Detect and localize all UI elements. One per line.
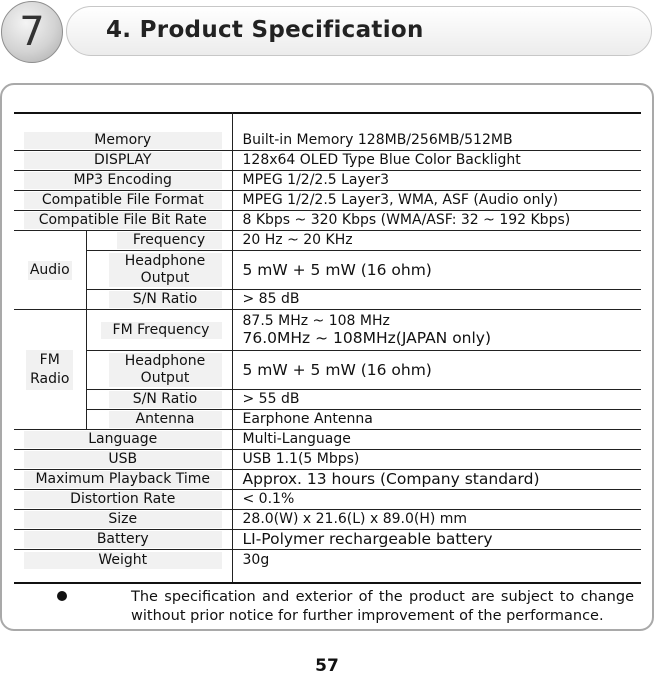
- spec-value: Multi-Language: [232, 430, 641, 450]
- spec-value: 8 Kbps ~ 320 Kbps (WMA/ASF: 32 ~ 192 Kbps): [232, 211, 641, 231]
- spec-label: Distortion Rate: [24, 491, 222, 508]
- spec-label: Weight: [24, 552, 222, 569]
- table-row: [14, 430, 641, 450]
- table-row: [14, 450, 641, 470]
- page-number: 57: [315, 656, 339, 676]
- spec-label: DISPLAY: [24, 152, 222, 169]
- spec-value: MPEG 1/2/2.5 Layer3: [232, 171, 641, 191]
- spec-value: 20 Hz ~ 20 KHz: [232, 231, 641, 251]
- spec-value: 76.0MHz ~ 108MHz(JAPAN only): [242, 328, 492, 347]
- spec-value: < 0.1%: [232, 490, 641, 510]
- table-row: [14, 171, 641, 191]
- footnote: The specification and exterior of the product are subject to change without prior notice for further improvement of the performance.: [131, 589, 634, 624]
- spec-label: Headphone: [124, 353, 206, 369]
- table-row: [14, 231, 641, 251]
- spec-value: USB 1.1(5 Mbps): [232, 450, 641, 470]
- table-row: [14, 530, 641, 550]
- page-title: 4. Product Specification: [106, 17, 424, 43]
- spec-value: 87.5 MHz ~ 108 MHz: [242, 312, 390, 329]
- spec-label: Output: [140, 270, 190, 286]
- chapter-number-badge: [1, 1, 63, 63]
- spec-value: LI-Polymer rechargeable battery: [232, 530, 641, 550]
- bullet-icon: [57, 591, 67, 601]
- table-row: [14, 470, 641, 490]
- spec-value: Earphone Antenna: [232, 410, 641, 430]
- spec-label: MP3 Encoding: [24, 172, 222, 189]
- spec-value: > 85 dB: [232, 290, 641, 310]
- table-row: [14, 151, 641, 171]
- table-bottom-rule: [14, 582, 641, 584]
- table-row: [14, 410, 641, 430]
- spec-label: Compatible File Format: [24, 192, 222, 209]
- spec-label: USB: [24, 451, 222, 468]
- spec-value: 28.0(W) x 21.6(L) x 89.0(H) mm: [232, 510, 641, 530]
- table-row: [14, 290, 641, 310]
- spec-label: Output: [140, 370, 190, 386]
- spec-label: Compatible File Bit Rate: [24, 212, 222, 229]
- group-label-radio: Radio: [30, 370, 70, 387]
- spec-label: FM Frequency: [101, 322, 222, 339]
- spec-label: Language: [24, 431, 222, 448]
- spec-label: Frequency: [117, 232, 222, 249]
- spec-label: Size: [24, 511, 222, 528]
- table-row: [14, 310, 641, 351]
- group-label-fm: FM: [39, 351, 60, 368]
- table-row: [14, 191, 641, 211]
- chapter-number: 7: [19, 9, 45, 55]
- spec-value: 5 mW + 5 mW (16 ohm): [232, 251, 641, 290]
- spec-value: Built-in Memory 128MB/256MB/512MB: [232, 131, 641, 151]
- spec-label: Maximum Playback Time: [24, 471, 222, 488]
- table-row: [14, 112, 641, 131]
- spec-label: Battery: [24, 531, 222, 548]
- spec-value: Approx. 13 hours (Company standard): [232, 470, 641, 490]
- spec-label: Memory: [24, 132, 222, 149]
- table-row: [14, 550, 641, 585]
- spec-label: S/N Ratio: [109, 291, 222, 308]
- spec-value: > 55 dB: [232, 390, 641, 410]
- spec-value: 5 mW + 5 mW (16 ohm): [232, 351, 641, 390]
- table-row: [14, 510, 641, 530]
- table-row: [14, 211, 641, 231]
- table-row: [14, 131, 641, 151]
- table-row: [14, 390, 641, 410]
- spec-value: MPEG 1/2/2.5 Layer3, WMA, ASF (Audio only): [232, 191, 641, 211]
- group-label-audio: Audio: [29, 261, 70, 278]
- table-row: [14, 490, 641, 510]
- spec-label: S/N Ratio: [109, 391, 222, 408]
- spec-table: [14, 112, 641, 584]
- table-row: [14, 251, 641, 290]
- table-row: [14, 351, 641, 390]
- spec-value: 128x64 OLED Type Blue Color Backlight: [232, 151, 641, 171]
- spec-label: Headphone: [124, 253, 206, 269]
- spec-value: 30g: [232, 550, 641, 585]
- spec-label: Antenna: [109, 411, 222, 428]
